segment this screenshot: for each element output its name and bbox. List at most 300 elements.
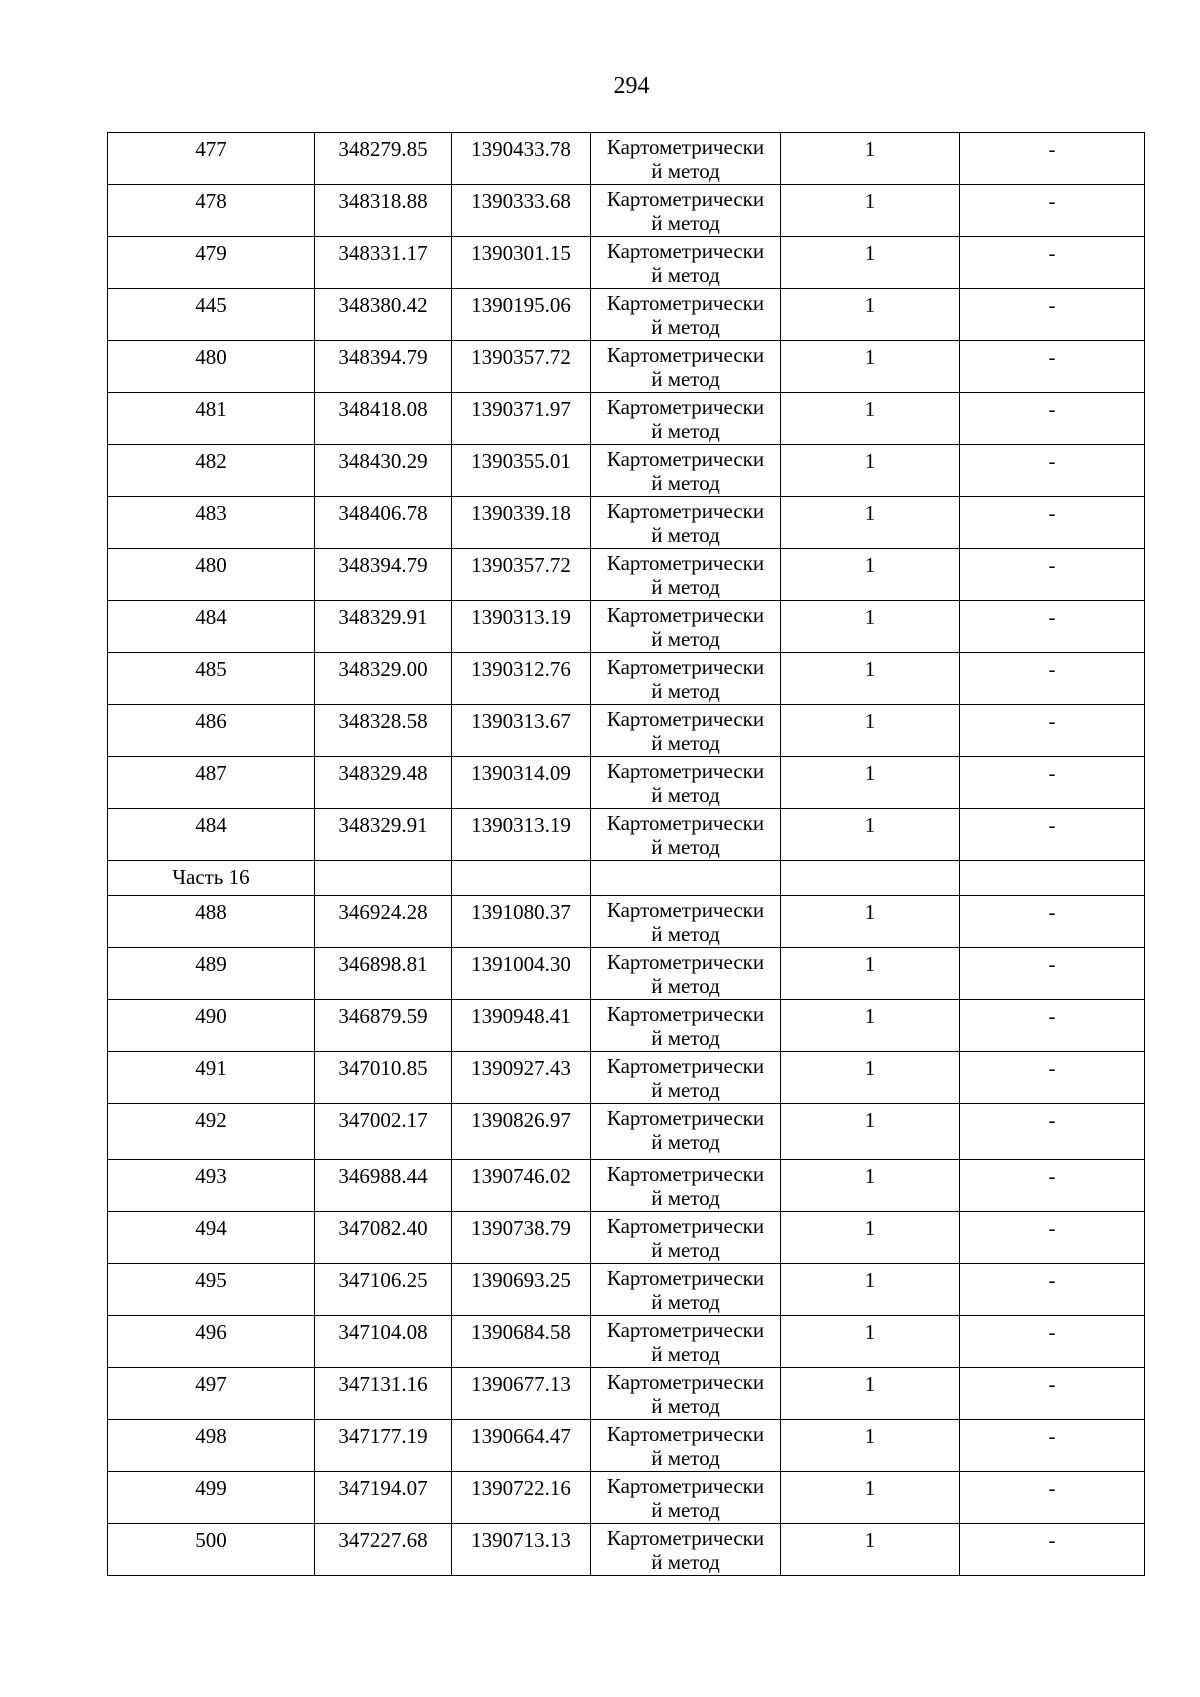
method-line-1: Картометрически: [606, 811, 765, 835]
point-number-cell: [108, 1212, 315, 1264]
point-number-value: 499: [195, 1476, 227, 1500]
note-value: -: [1048, 1004, 1056, 1028]
method-text: [591, 1472, 780, 1523]
method-line-1: Картометрически: [606, 395, 765, 419]
accuracy-value: 1: [864, 397, 876, 421]
accuracy-cell: [781, 1000, 960, 1052]
point-number-cell: [108, 1160, 315, 1212]
accuracy-value: 1: [864, 345, 876, 369]
method-text: [591, 1524, 780, 1575]
table-row: [108, 1420, 1145, 1472]
x-coordinate-value: 348329.48: [338, 761, 428, 785]
y-coordinate-value: 1390355.01: [471, 449, 571, 473]
y-coordinate-cell: [452, 1052, 591, 1104]
method-line-2: й метод: [651, 367, 720, 391]
accuracy-value: 1: [864, 952, 876, 976]
note-cell: [960, 601, 1145, 653]
x-coordinate-value: 347106.25: [338, 1268, 428, 1292]
y-coordinate-cell: [452, 1316, 591, 1368]
method-cell: [591, 653, 781, 705]
method-cell: [591, 237, 781, 289]
method-cell: [591, 549, 781, 601]
y-coordinate-cell: [452, 705, 591, 757]
point-number-cell: [108, 1052, 315, 1104]
method-line-1: Картометрически: [606, 499, 765, 523]
note-cell: [960, 809, 1145, 861]
accuracy-cell: [781, 1160, 960, 1212]
method-cell: [591, 948, 781, 1000]
accuracy-value: 1: [864, 1372, 876, 1396]
method-line-2: й метод: [651, 835, 720, 859]
y-coordinate-cell: [452, 185, 591, 237]
method-text: [591, 1000, 780, 1051]
y-coordinate-value: 1390313.19: [471, 605, 571, 629]
note-cell: [960, 185, 1145, 237]
method-text: [591, 289, 780, 340]
note-cell: [960, 1524, 1145, 1576]
x-coordinate-value: 348418.08: [338, 397, 428, 421]
method-cell: [591, 1052, 781, 1104]
method-line-2: й метод: [651, 922, 720, 946]
method-line-2: й метод: [651, 1290, 720, 1314]
method-line-2: й метод: [651, 1238, 720, 1262]
method-line-2: й метод: [651, 211, 720, 235]
note-cell: [960, 549, 1145, 601]
accuracy-value: 1: [864, 1268, 876, 1292]
y-coordinate-value: 1390371.97: [471, 397, 571, 421]
accuracy-cell: [781, 1472, 960, 1524]
point-number-cell: [108, 1472, 315, 1524]
method-cell: [591, 1524, 781, 1576]
point-number-cell: [108, 1104, 315, 1160]
note-cell: [960, 757, 1145, 809]
y-coordinate-value: 1390312.76: [471, 657, 571, 681]
method-text: [591, 757, 780, 808]
method-text: [591, 1420, 780, 1471]
accuracy-cell: [781, 393, 960, 445]
x-coordinate-cell: [315, 1368, 452, 1420]
note-cell: [960, 1316, 1145, 1368]
point-number-cell: [108, 1264, 315, 1316]
x-coordinate-value: 347194.07: [338, 1476, 428, 1500]
method-line-2: й метод: [651, 1130, 720, 1154]
y-coordinate-cell: [452, 1524, 591, 1576]
x-coordinate-value: 348329.91: [338, 605, 428, 629]
y-coordinate-value: 1390664.47: [471, 1424, 571, 1448]
accuracy-value: 1: [864, 657, 876, 681]
note-cell: [960, 948, 1145, 1000]
accuracy-cell: [781, 497, 960, 549]
method-cell: [591, 445, 781, 497]
point-number-cell: [108, 653, 315, 705]
accuracy-value: 1: [864, 501, 876, 525]
point-number-cell: [108, 1524, 315, 1576]
method-cell: [591, 133, 781, 185]
method-text: [591, 185, 780, 236]
x-coordinate-value: 348329.00: [338, 657, 428, 681]
coordinates-table: [107, 132, 1145, 1576]
y-coordinate-cell: [452, 601, 591, 653]
x-coordinate-value: 347082.40: [338, 1216, 428, 1240]
note-cell: [960, 341, 1145, 393]
point-number-cell: [108, 1368, 315, 1420]
empty-cell: [315, 861, 452, 896]
method-text: [591, 133, 780, 184]
table-row: [108, 757, 1145, 809]
point-number-cell: [108, 757, 315, 809]
y-coordinate-cell: [452, 237, 591, 289]
y-coordinate-cell: [452, 341, 591, 393]
x-coordinate-cell: [315, 1052, 452, 1104]
method-line-2: й метод: [651, 315, 720, 339]
method-line-2: й метод: [651, 523, 720, 547]
x-coordinate-value: 348329.91: [338, 813, 428, 837]
note-cell: [960, 1104, 1145, 1160]
point-number-cell: [108, 289, 315, 341]
table-row: [108, 1160, 1145, 1212]
table-row: [108, 948, 1145, 1000]
accuracy-cell: [781, 445, 960, 497]
note-value: -: [1048, 449, 1056, 473]
note-value: -: [1048, 813, 1056, 837]
method-text: [591, 1264, 780, 1315]
point-number-cell: [108, 1316, 315, 1368]
table-row: [108, 896, 1145, 948]
method-line-1: Картометрически: [606, 1214, 765, 1238]
method-cell: [591, 341, 781, 393]
accuracy-value: 1: [864, 1528, 876, 1552]
y-coordinate-value: 1390339.18: [471, 501, 571, 525]
y-coordinate-cell: [452, 1212, 591, 1264]
method-line-2: й метод: [651, 471, 720, 495]
accuracy-cell: [781, 757, 960, 809]
method-cell: [591, 1420, 781, 1472]
point-number-value: 500: [195, 1528, 227, 1552]
y-coordinate-value: 1390927.43: [471, 1056, 571, 1080]
note-cell: [960, 497, 1145, 549]
point-number-value: 480: [195, 345, 227, 369]
y-coordinate-cell: [452, 653, 591, 705]
x-coordinate-cell: [315, 1524, 452, 1576]
x-coordinate-cell: [315, 497, 452, 549]
note-value: -: [1048, 137, 1056, 161]
table-row: [108, 1212, 1145, 1264]
accuracy-cell: [781, 133, 960, 185]
point-number-value: 491: [195, 1056, 227, 1080]
empty-cell: [452, 861, 591, 896]
method-line-1: Картометрически: [606, 759, 765, 783]
accuracy-cell: [781, 653, 960, 705]
accuracy-value: 1: [864, 1004, 876, 1028]
accuracy-value: 1: [864, 553, 876, 577]
method-line-2: й метод: [651, 1446, 720, 1470]
x-coordinate-cell: [315, 809, 452, 861]
note-cell: [960, 1052, 1145, 1104]
method-line-2: й метод: [651, 1342, 720, 1366]
accuracy-cell: [781, 948, 960, 1000]
y-coordinate-value: 1390948.41: [471, 1004, 571, 1028]
method-text: [591, 1160, 780, 1211]
note-value: -: [1048, 761, 1056, 785]
y-coordinate-value: 1390677.13: [471, 1372, 571, 1396]
method-cell: [591, 809, 781, 861]
method-cell: [591, 1212, 781, 1264]
note-value: -: [1048, 241, 1056, 265]
method-text: [591, 237, 780, 288]
method-text: [591, 1052, 780, 1103]
accuracy-cell: [781, 1264, 960, 1316]
note-cell: [960, 445, 1145, 497]
accuracy-cell: [781, 289, 960, 341]
method-text: [591, 549, 780, 600]
method-line-1: Картометрически: [606, 239, 765, 263]
method-cell: [591, 1104, 781, 1160]
x-coordinate-cell: [315, 1264, 452, 1316]
y-coordinate-value: 1390333.68: [471, 189, 571, 213]
y-coordinate-cell: [452, 896, 591, 948]
table-row: [108, 1264, 1145, 1316]
method-line-1: Картометрически: [606, 551, 765, 575]
point-number-cell: [108, 601, 315, 653]
empty-cell: [591, 861, 781, 896]
x-coordinate-cell: [315, 948, 452, 1000]
point-number-value: 477: [195, 137, 227, 161]
x-coordinate-value: 347227.68: [338, 1528, 428, 1552]
point-number-value: 489: [195, 952, 227, 976]
y-coordinate-cell: [452, 445, 591, 497]
accuracy-cell: [781, 1212, 960, 1264]
method-line-2: й метод: [651, 1498, 720, 1522]
y-coordinate-cell: [452, 1472, 591, 1524]
note-cell: [960, 1420, 1145, 1472]
method-cell: [591, 497, 781, 549]
y-coordinate-value: 1390713.13: [471, 1528, 571, 1552]
note-value: -: [1048, 1268, 1056, 1292]
x-coordinate-value: 347002.17: [338, 1108, 428, 1132]
point-number-value: 498: [195, 1424, 227, 1448]
point-number-cell: [108, 237, 315, 289]
note-value: -: [1048, 1164, 1056, 1188]
y-coordinate-value: 1390746.02: [471, 1164, 571, 1188]
note-value: -: [1048, 1528, 1056, 1552]
note-value: -: [1048, 293, 1056, 317]
method-line-1: Картометрически: [606, 707, 765, 731]
y-coordinate-cell: [452, 757, 591, 809]
point-number-value: 484: [195, 813, 227, 837]
method-line-2: й метод: [651, 1186, 720, 1210]
y-coordinate-cell: [452, 948, 591, 1000]
y-coordinate-value: 1390357.72: [471, 553, 571, 577]
method-cell: [591, 757, 781, 809]
point-number-value: 495: [195, 1268, 227, 1292]
method-cell: [591, 1316, 781, 1368]
point-number-cell: [108, 445, 315, 497]
accuracy-value: 1: [864, 900, 876, 924]
table-row: [108, 133, 1145, 185]
x-coordinate-cell: [315, 1212, 452, 1264]
method-line-1: Картометрически: [606, 187, 765, 211]
point-number-value: 488: [195, 900, 227, 924]
method-line-2: й метод: [651, 1026, 720, 1050]
y-coordinate-value: 1390722.16: [471, 1476, 571, 1500]
method-cell: [591, 1000, 781, 1052]
note-value: -: [1048, 345, 1056, 369]
accuracy-value: 1: [864, 761, 876, 785]
accuracy-cell: [781, 1524, 960, 1576]
accuracy-value: 1: [864, 137, 876, 161]
note-cell: [960, 1368, 1145, 1420]
method-line-2: й метод: [651, 627, 720, 651]
coordinates-table-body: [108, 133, 1145, 1576]
method-line-1: Картометрически: [606, 1162, 765, 1186]
method-line-1: Картометрически: [606, 135, 765, 159]
x-coordinate-cell: [315, 549, 452, 601]
table-row: [108, 1000, 1145, 1052]
point-number-cell: [108, 341, 315, 393]
y-coordinate-cell: [452, 1000, 591, 1052]
x-coordinate-value: 348394.79: [338, 345, 428, 369]
method-line-2: й метод: [651, 731, 720, 755]
method-cell: [591, 1472, 781, 1524]
note-value: -: [1048, 709, 1056, 733]
y-coordinate-cell: [452, 289, 591, 341]
method-text: [591, 341, 780, 392]
accuracy-cell: [781, 1368, 960, 1420]
y-coordinate-cell: [452, 393, 591, 445]
point-number-value: 483: [195, 501, 227, 525]
x-coordinate-cell: [315, 1104, 452, 1160]
table-row: [108, 653, 1145, 705]
point-number-value: 478: [195, 189, 227, 213]
note-value: -: [1048, 1424, 1056, 1448]
y-coordinate-cell: [452, 497, 591, 549]
accuracy-value: 1: [864, 1108, 876, 1132]
x-coordinate-value: 346924.28: [338, 900, 428, 924]
method-line-1: Картометрически: [606, 655, 765, 679]
note-cell: [960, 1160, 1145, 1212]
y-coordinate-value: 1390433.78: [471, 137, 571, 161]
y-coordinate-value: 1390314.09: [471, 761, 571, 785]
method-text: [591, 445, 780, 496]
accuracy-value: 1: [864, 189, 876, 213]
accuracy-value: 1: [864, 293, 876, 317]
method-line-2: й метод: [651, 263, 720, 287]
x-coordinate-cell: [315, 185, 452, 237]
accuracy-cell: [781, 809, 960, 861]
method-cell: [591, 1264, 781, 1316]
note-value: -: [1048, 952, 1056, 976]
method-text: [591, 653, 780, 704]
accuracy-cell: [781, 1316, 960, 1368]
y-coordinate-value: 1391080.37: [471, 900, 571, 924]
note-cell: [960, 705, 1145, 757]
method-line-2: й метод: [651, 575, 720, 599]
note-value: -: [1048, 900, 1056, 924]
point-number-cell: [108, 497, 315, 549]
table-row: [108, 1524, 1145, 1576]
point-number-cell: [108, 185, 315, 237]
y-coordinate-cell: [452, 1264, 591, 1316]
accuracy-value: 1: [864, 449, 876, 473]
y-coordinate-cell: [452, 1160, 591, 1212]
note-value: -: [1048, 397, 1056, 421]
point-number-value: 493: [195, 1164, 227, 1188]
x-coordinate-value: 347104.08: [338, 1320, 428, 1344]
y-coordinate-cell: [452, 1368, 591, 1420]
note-value: -: [1048, 657, 1056, 681]
table-row: [108, 497, 1145, 549]
point-number-value: 486: [195, 709, 227, 733]
note-value: -: [1048, 501, 1056, 525]
method-text: [591, 948, 780, 999]
accuracy-value: 1: [864, 1476, 876, 1500]
x-coordinate-cell: [315, 1420, 452, 1472]
table-row: [108, 237, 1145, 289]
point-number-value: 492: [195, 1108, 227, 1132]
method-cell: [591, 705, 781, 757]
table-row: [108, 445, 1145, 497]
method-line-2: й метод: [651, 679, 720, 703]
section-label: Часть 16: [172, 865, 250, 889]
table-row: [108, 1052, 1145, 1104]
point-number-value: 496: [195, 1320, 227, 1344]
point-number-value: 490: [195, 1004, 227, 1028]
x-coordinate-value: 346898.81: [338, 952, 428, 976]
method-line-1: Картометрически: [606, 1054, 765, 1078]
accuracy-cell: [781, 896, 960, 948]
method-text: [591, 601, 780, 652]
note-cell: [960, 393, 1145, 445]
table-row: [108, 289, 1145, 341]
y-coordinate-cell: [452, 1420, 591, 1472]
point-number-value: 487: [195, 761, 227, 785]
point-number-cell: [108, 705, 315, 757]
method-line-2: й метод: [651, 783, 720, 807]
note-value: -: [1048, 1372, 1056, 1396]
method-line-2: й метод: [651, 974, 720, 998]
point-number-cell: [108, 549, 315, 601]
x-coordinate-value: 348394.79: [338, 553, 428, 577]
y-coordinate-value: 1390195.06: [471, 293, 571, 317]
method-cell: [591, 1368, 781, 1420]
x-coordinate-cell: [315, 1000, 452, 1052]
x-coordinate-value: 347010.85: [338, 1056, 428, 1080]
y-coordinate-value: 1391004.30: [471, 952, 571, 976]
x-coordinate-cell: [315, 653, 452, 705]
accuracy-value: 1: [864, 1164, 876, 1188]
x-coordinate-value: 348406.78: [338, 501, 428, 525]
x-coordinate-cell: [315, 1316, 452, 1368]
accuracy-value: 1: [864, 813, 876, 837]
note-cell: [960, 237, 1145, 289]
x-coordinate-value: 346988.44: [338, 1164, 428, 1188]
accuracy-value: 1: [864, 1320, 876, 1344]
point-number-cell: [108, 896, 315, 948]
method-line-1: Картометрически: [606, 1474, 765, 1498]
note-cell: [960, 1000, 1145, 1052]
point-number-value: 479: [195, 241, 227, 265]
method-text: [591, 809, 780, 860]
point-number-value: 497: [195, 1372, 227, 1396]
method-text: [591, 1368, 780, 1419]
method-text: [591, 896, 780, 947]
method-line-1: Картометрически: [606, 1526, 765, 1550]
x-coordinate-value: 348328.58: [338, 709, 428, 733]
x-coordinate-cell: [315, 445, 452, 497]
note-value: -: [1048, 605, 1056, 629]
note-cell: [960, 289, 1145, 341]
x-coordinate-value: 346879.59: [338, 1004, 428, 1028]
